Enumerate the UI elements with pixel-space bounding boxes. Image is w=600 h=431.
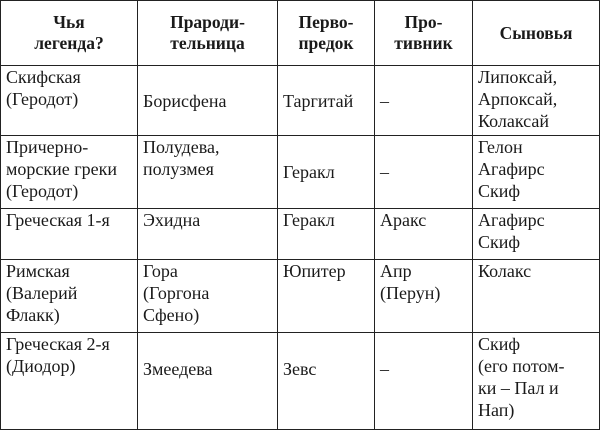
cell-opponent	[375, 66, 473, 136]
header-legend-line-1: Чья	[53, 12, 85, 32]
cell-text: Колакс	[478, 260, 532, 281]
cell-text: Гелон	[478, 137, 523, 158]
cell-ancestress	[138, 332, 278, 429]
cell-text: Полудева,	[143, 137, 220, 158]
cell-text: Причерно-	[6, 137, 89, 158]
cell-text: –	[380, 358, 389, 379]
cell-text: –	[380, 91, 389, 111]
cell-text: Флакк)	[6, 304, 60, 325]
cell-text: Геракл	[283, 210, 335, 231]
cell-text: Нап)	[478, 399, 515, 420]
cell-text: (Валерий	[6, 282, 78, 303]
header-row	[1, 1, 600, 66]
table-row	[1, 66, 600, 136]
cell-text: Скиф	[478, 181, 521, 202]
cell-text: Гора	[143, 260, 178, 281]
cell-opponent	[375, 136, 473, 209]
header-ancestress-line-2: тельница	[170, 33, 245, 53]
cell-text: Змеедева	[143, 358, 213, 379]
cell-sons	[473, 209, 600, 259]
cell-text: (Геродот)	[6, 89, 79, 109]
cell-legend	[1, 259, 138, 332]
cell-text: (его потом-	[478, 355, 565, 376]
cell-opponent	[375, 209, 473, 259]
header-legend-line-2: легенда?	[34, 33, 104, 53]
cell-text: (Геродот)	[6, 181, 79, 202]
cell-text: ки – Пал и	[478, 377, 559, 398]
cell-text: Агафирс	[478, 210, 545, 231]
cell-text: Скифская	[6, 67, 81, 87]
header-progenitor	[278, 1, 375, 66]
cell-text: Агафирс	[478, 159, 545, 180]
cell-ancestress	[138, 66, 278, 136]
table-row	[1, 259, 600, 332]
cell-text: (Перун)	[380, 282, 441, 303]
cell-text: Борисфена	[143, 91, 227, 111]
header-progenitor-line-1: Перво-	[298, 12, 354, 32]
cell-opponent	[375, 332, 473, 429]
cell-sons	[473, 136, 600, 209]
cell-sons	[473, 66, 600, 136]
cell-progenitor	[278, 209, 375, 259]
cell-opponent	[375, 259, 473, 332]
cell-legend	[1, 209, 138, 259]
cell-legend	[1, 66, 138, 136]
cell-legend	[1, 136, 138, 209]
header-sons-line-1: Сыновья	[499, 22, 573, 43]
cell-text: –	[380, 162, 389, 183]
header-ancestress	[138, 1, 278, 66]
cell-legend	[1, 332, 138, 429]
header-opponent-line-1: Про-	[404, 12, 443, 32]
cell-sons	[473, 259, 600, 332]
cell-text: Апр	[380, 260, 412, 281]
cell-text: Арпоксай,	[478, 89, 558, 109]
cell-text: морские греки	[6, 159, 117, 180]
cell-text: (Горгона	[143, 282, 210, 303]
cell-sons	[473, 332, 600, 429]
cell-text: полузмея	[143, 159, 214, 180]
table-row	[1, 136, 600, 209]
header-progenitor-line-2: предок	[298, 33, 354, 53]
header-opponent	[375, 1, 473, 66]
cell-progenitor	[278, 66, 375, 136]
header-opponent-line-2: тивник	[394, 33, 453, 53]
cell-text: Эхидна	[143, 210, 201, 231]
cell-ancestress	[138, 136, 278, 209]
cell-text: Зевс	[283, 358, 317, 379]
cell-text: Скиф	[478, 333, 521, 354]
cell-ancestress	[138, 259, 278, 332]
cell-text: Аракс	[380, 210, 427, 231]
cell-text: Римская	[6, 260, 70, 281]
cell-progenitor	[278, 136, 375, 209]
table-row	[1, 209, 600, 259]
cell-text: Геракл	[283, 162, 335, 183]
cell-text: Юпитер	[283, 260, 346, 281]
header-legend	[1, 1, 138, 66]
cell-text: Греческая 2-я	[6, 333, 110, 354]
cell-text: Колаксай	[478, 111, 549, 131]
cell-text: Таргитай	[283, 91, 354, 111]
cell-text: Скиф	[478, 232, 521, 253]
cell-ancestress	[138, 209, 278, 259]
cell-text: Греческая 1-я	[6, 210, 110, 231]
cell-progenitor	[278, 332, 375, 429]
cell-text: Сфено)	[143, 304, 200, 325]
header-ancestress-line-1: Прароди-	[170, 12, 245, 32]
cell-text: (Диодор)	[6, 355, 76, 376]
header-sons	[473, 1, 600, 66]
cell-progenitor	[278, 259, 375, 332]
table-row	[1, 332, 600, 429]
cell-text: Липоксай,	[478, 67, 558, 87]
